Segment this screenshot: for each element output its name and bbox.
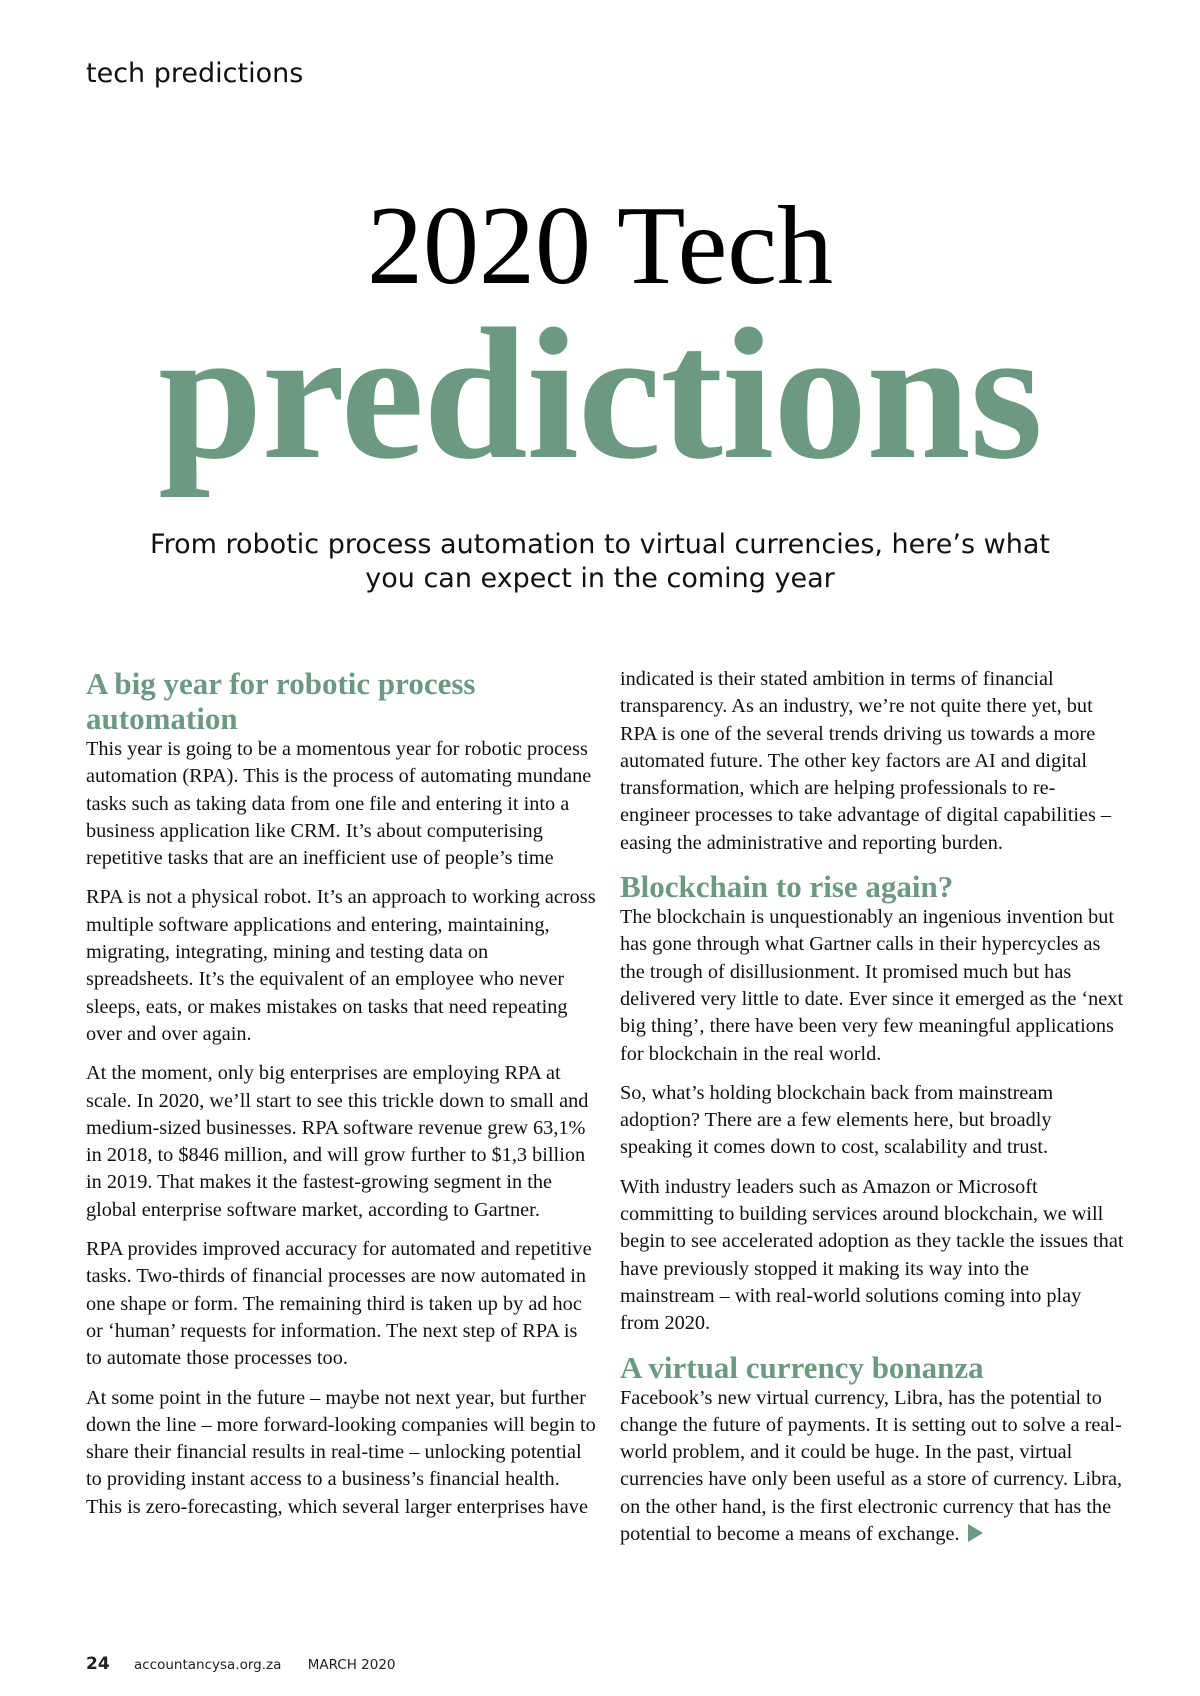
rpa-heading: A big year for robotic process automation: [86, 666, 476, 736]
left-column: [86, 666, 596, 1533]
virtual-currency-heading: A virtual currency bonanza: [620, 1349, 984, 1385]
blockchain-heading: Blockchain to rise again?: [620, 869, 954, 905]
body-paragraph: RPA provides improved accuracy for automated and repetitive tasks. Two-thirds of financial processes are now automated in one shape or form. The remaining third is taken up by ad hoc or ‘human’ requests for information. The next step of RPA is to automate those processes too.: [86, 1238, 592, 1370]
body-paragraph: The blockchain is unquestionably an ingenious invention but has gone through what Gartner calls in their hypercycles as the trough of disillusionment. It promised much but has delivered very little to date. Ever since it emerged as the ‘next big thing’, there have been very few meaningful applications for blockchain in the real world.: [620, 906, 1124, 1065]
standfirst: From robotic process automation to virtual currencies, here’s what you can expect in the coming year: [150, 529, 1050, 594]
page-title-line2: predictions: [158, 289, 1042, 498]
body-paragraph: RPA is not a physical robot. It’s an approach to working across multiple software applications and entering, maintaining, migrating, integrating, mining and testing data on spreadsheets. It’s the equivalent of an employee who never sleeps, eats, or makes mistakes on tasks that need repeating over and over again.: [86, 886, 596, 1045]
body-paragraph: So, what’s holding blockchain back from mainstream adoption? There are a few elements here, but broadly speaking it comes down to cost, scalability and trust.: [620, 1081, 1054, 1159]
issue-date: MARCH 2020: [307, 1657, 396, 1673]
section-tag: tech predictions: [86, 58, 304, 89]
body-paragraph-continued: indicated is their stated ambition in terms of financial transparency. As an industry, we’re not quite there yet, but RPA is one of the several trends driving us towards a more automated future. The other key factors are AI and digital transformation, which are helping professionals to re-engineer processes to take advantage of digital capabilities – easing the administrative and reporting burden.: [620, 668, 1112, 854]
last-paragraph-text: Facebook’s new virtual currency, Libra, has the potential to change the future of payments. It is setting out to solve a real-world problem, and it could be huge. In the past, virtual currencies have only been useful as a store of currency. Libra, on the other hand, is the first electronic currency that has the potential to become a means of exchange.: [620, 1386, 1123, 1546]
body-paragraph-last: [620, 1385, 1125, 1549]
website-link[interactable]: accountancysa.org.za: [133, 1657, 282, 1673]
page-footer: [86, 1654, 396, 1674]
page-title-line1: 2020 Tech: [367, 184, 833, 308]
right-column: [620, 666, 1125, 1560]
body-paragraph: At some point in the future – maybe not next year, but further down the line – more forward-looking companies will begin to share their financial results in real-time – unlocking potential to providing instant access to a business’s financial health. This is zero-forecasting, which several larger enterprises have: [86, 1386, 596, 1518]
body-paragraph: At the moment, only big enterprises are employing RPA at scale. In 2020, we’ll start to see this trickle down to small and medium-sized businesses. RPA software revenue grew 63,1% in 2018, to $846 million, and will grow further to $1,3 billion in 2019. That makes it the fastest-growing segment in the global enterprise software market, according to Gartner.: [86, 1062, 589, 1221]
continue-arrow-icon: [968, 1524, 983, 1542]
page-number: 24: [86, 1654, 110, 1674]
body-paragraph: With industry leaders such as Amazon or Microsoft committing to building services around blockchain, we will begin to see accelerated adoption as they tackle the issues that have previously stopped it making its way into the mainstream – with real-world solutions coming into play from 2020.: [620, 1175, 1124, 1335]
body-paragraph: This year is going to be a momentous year for robotic process automation (RPA). This is the process of automating mundane tasks such as taking data from one file and entering it into a business application like CRM. It’s about computerising repetitive tasks that are an inefficient use of people’s time: [86, 738, 592, 870]
